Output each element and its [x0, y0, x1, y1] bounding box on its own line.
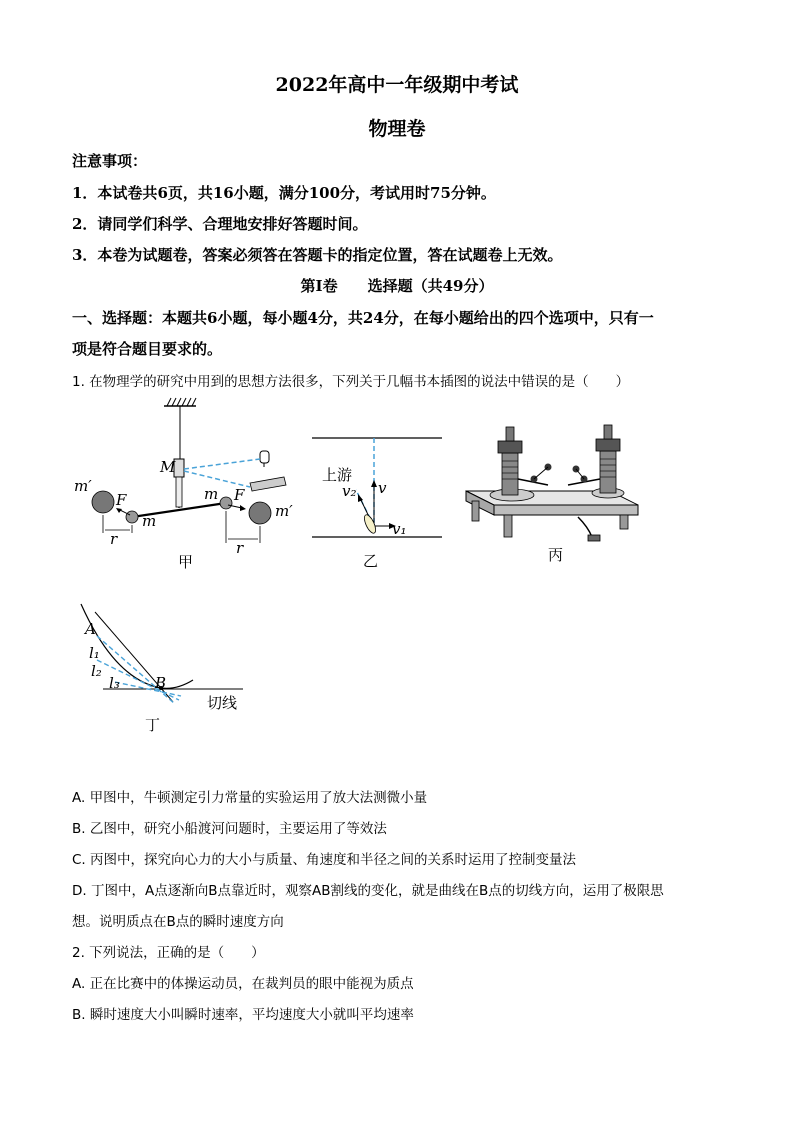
q1-option-c: C. 丙图中，探究向心力的大小与质量、角速度和半径之间的关系时运用了控制变量法 — [72, 852, 577, 868]
page-title: 2022年高中一年级期中考试 — [275, 74, 519, 96]
q1-option-d-line1: D. 丁图中，A点逐渐向B点靠近时，观察AB割线的变化，就是曲线在B点的切线方向，运用了极限思 — [72, 883, 664, 899]
label-l1: l₁ — [89, 644, 100, 662]
label-upstream: 上游 — [322, 466, 353, 484]
q1-stem: 1. 在物理学的研究中用到的思想方法很多，下列关于几幅书本插图的说法中错误的是（ ） — [72, 374, 630, 390]
label-M: M — [160, 458, 176, 476]
label-m-right: m — [204, 485, 219, 503]
notes-item-3: 3．本卷为试题卷，答案必须答在答题卡的指定位置，答在试题卷上无效。 — [72, 246, 563, 264]
label-m-left: m — [142, 512, 157, 530]
label-A: A — [85, 620, 96, 638]
figure-yi-river-crossing — [308, 430, 448, 575]
label-l2: l₂ — [91, 662, 102, 680]
label-v1: v₁ — [392, 520, 407, 538]
figure-jia-torsion-balance — [70, 393, 300, 578]
section-instructions-line2: 项是符合题目要求的。 — [72, 340, 223, 358]
part1-heading: 第I卷 选择题（共49分） — [300, 277, 494, 295]
q1-option-a: A. 甲图中，牛顿测定引力常量的实验运用了放大法测微小量 — [72, 790, 428, 806]
q2-option-a: A. 正在比赛中的体操运动员，在裁判员的眼中能视为质点 — [72, 976, 414, 992]
label-m-prime-left: m′ — [74, 477, 92, 495]
figure-jia-caption: 甲 — [178, 553, 194, 571]
figure-bing-centripetal-apparatus — [460, 405, 645, 570]
label-v2: v₂ — [342, 482, 357, 500]
q2-option-b: B. 瞬时速度大小叫瞬时速率，平均速度大小就叫平均速率 — [72, 1007, 414, 1023]
label-tangent: 切线 — [207, 694, 238, 712]
figure-yi-caption: 乙 — [363, 552, 379, 570]
q1-option-b: B. 乙图中，研究小船渡河问题时，主要运用了等效法 — [72, 821, 387, 837]
figure-ding-caption: 丁 — [145, 716, 161, 734]
label-v: v — [378, 479, 387, 497]
label-l3: l₃ — [109, 674, 120, 692]
paper-subtitle: 物理卷 — [368, 118, 426, 140]
label-F-left: F — [116, 491, 127, 509]
q1-option-d-line2: 想。说明质点在B点的瞬时速度方向 — [72, 914, 284, 930]
q2-stem: 2. 下列说法，正确的是（ ） — [72, 945, 265, 961]
notes-heading: 注意事项： — [72, 152, 148, 170]
notes-item-2: 2．请同学们科学、合理地安排好答题时间。 — [72, 215, 368, 233]
label-r-right: r — [236, 539, 244, 557]
section-instructions-line1: 一、选择题：本题共6小题，每小题4分，共24分，在每小题给出的四个选项中，只有一 — [72, 309, 654, 327]
label-r-left: r — [110, 530, 118, 548]
label-B: B — [155, 674, 167, 692]
label-F-right: F — [234, 486, 245, 504]
notes-item-1: 1．本试卷共6页，共16小题，满分100分，考试用时75分钟。 — [72, 184, 496, 202]
figure-bing-caption: 丙 — [548, 546, 564, 564]
label-m-prime-right: m′ — [275, 502, 293, 520]
figure-ding-secant-tangent — [75, 600, 255, 740]
lamp-icon — [260, 451, 269, 467]
